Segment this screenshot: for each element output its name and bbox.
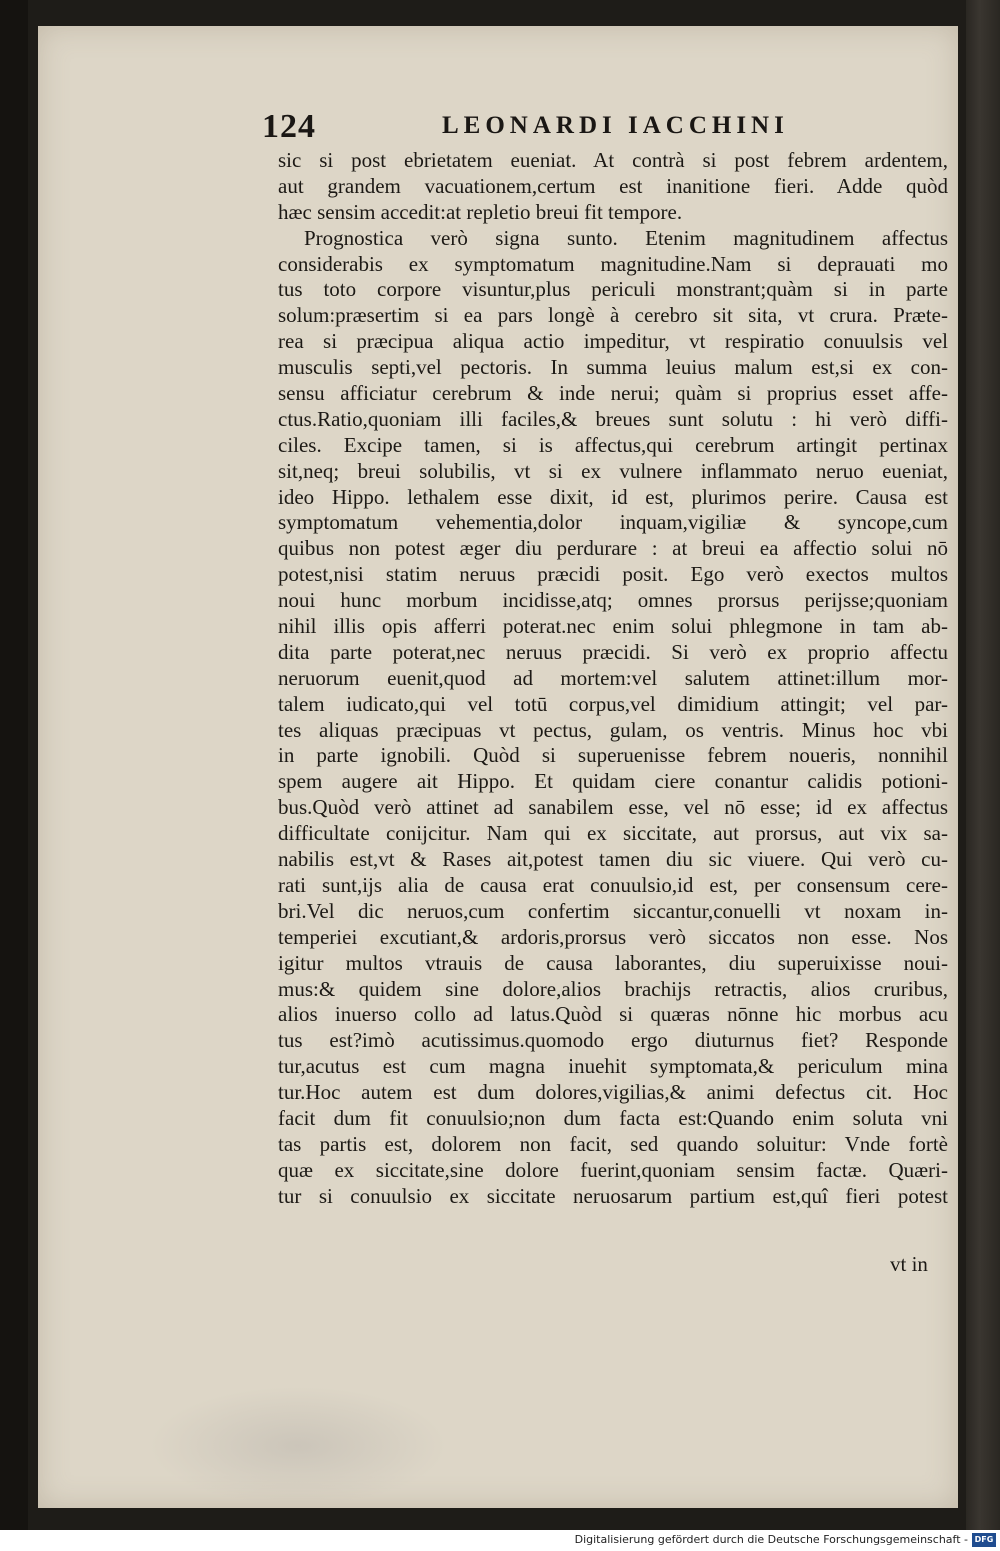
text-line: spem augere ait Hippo. Et quidam ciere conantur calidis potioni- <box>278 769 948 794</box>
text-line: symptomatum vehementia,dolor inquam,vigiliæ & syncope,cum <box>278 510 948 535</box>
funding-credit: Digitalisierung gefördert durch die Deutsche Forschungsgemeinschaft - <box>574 1533 968 1546</box>
text-line: tur si conuulsio ex siccitate neruosarum partium est,quî fieri potest <box>278 1183 948 1208</box>
text-line: tas partis est, dolorem non facit, sed quando soluitur: Vnde fortè <box>278 1131 948 1156</box>
text-line: Prognostica verò signa sunto. Etenim magnitudinem affectus <box>304 225 948 250</box>
text-line: considerabis ex symptomatum magnitudine.Nam si deprauati mo <box>278 251 948 276</box>
page-number: 124 <box>262 108 316 145</box>
text-line: neruorum euenit,quod ad mortem:vel salutem attinet:illum mor- <box>278 665 948 690</box>
text-line: rea si præcipua aliqua actio impeditur, vt respiratio conuulsis vel <box>278 329 948 354</box>
text-line: tus est?imò acutissimus.quomodo ergo diuturnus fiet? Responde <box>278 1028 948 1053</box>
text-line: mus:& quidem sine dolore,alios brachijs retractis, alios cruribus, <box>278 976 948 1001</box>
text-line: bus.Quòd verò attinet ad sanabilem esse, vel nō esse; id ex affectus <box>278 795 948 820</box>
text-line: noui hunc morbum incidisse,atq; omnes prorsus perijsse;quoniam <box>278 588 948 613</box>
text-line: ideo Hippo. lethalem esse dixit, id est, plurimos perire. Causa est <box>278 484 948 509</box>
catchword: vt in <box>890 1252 928 1276</box>
text-line: dita parte poterat,nec neruus præcidi. Si verò ex proprio affectu <box>278 639 948 664</box>
text-line: tur,acutus est cum magna inuehit symptomata,& periculum mina <box>278 1054 948 1079</box>
text-line: sic si post ebrietatem eueniat. At contrà si post febrem ardentem, <box>278 148 948 172</box>
text-line: ctus.Ratio,quoniam illi faciles,& breues sunt solutu : hi verò diffi- <box>278 406 948 431</box>
text-line: aut grandem vacuationem,certum est inanitione fieri. Adde quòd <box>278 173 948 198</box>
text-line: rati sunt,ijs alia de causa erat conuulsio,id est, per consensum cere- <box>278 872 948 897</box>
text-line: bri.Vel dic neruos,cum confertim siccantur,conuelli vt noxam in- <box>278 898 948 923</box>
text-line: temperiei excutiant,& ardoris,prorsus verò siccatos non esse. Nos <box>278 924 948 949</box>
text-line: tes aliquas præcipuas vt pectus, gulam, os ventris. Minus hoc vbi <box>278 717 948 742</box>
running-head <box>262 108 952 148</box>
text-line: nihil illis opis afferri poterat.nec enim solui phlegmone in tam ab- <box>278 614 948 639</box>
text-line: sensu afficiatur cerebrum & inde nerui; quàm si proprius esset affe- <box>278 381 948 406</box>
book-fore-edge <box>966 0 1000 1530</box>
footer-bar <box>0 1530 1000 1551</box>
text-line: tus toto corpore visuntur,plus periculi monstrant;quàm si in parte <box>278 277 948 302</box>
text-line: igitur multos vtrauis de causa laborantes, diu superuixisse noui- <box>278 950 948 975</box>
text-line: alios inuerso collo ad latus.Quòd si quæras nōnne hic morbus acu <box>278 1002 948 1027</box>
text-line: talem iudicato,qui vel totū corpus,vel dimidium attingit; vel par- <box>278 691 948 716</box>
text-line: nabilis est,vt & Rases ait,potest tamen diu sic viuere. Qui verò cu- <box>278 847 948 872</box>
text-line: ciles. Excipe tamen, si is affectus,qui cerebrum artingit pertinax <box>278 432 948 457</box>
paper-stain <box>148 1386 448 1506</box>
text-line: quibus non potest æger diu perdurare : at breui ea affectio solui nō <box>278 536 948 561</box>
text-line: tur.Hoc autem est dum dolores,vigilias,& animi defectus cit. Hoc <box>278 1080 948 1105</box>
text-line: musculis septi,vel pectoris. In summa leuius malum est,si ex con- <box>278 355 948 380</box>
text-line: sit,neq; breui solubilis, vt si ex vulnere inflammato neruo eueniat, <box>278 458 948 483</box>
text-line: difficultate conijcitur. Nam qui ex siccitate, aut prorsus, aut vix sa- <box>278 821 948 846</box>
text-line: quæ ex siccitate,sine dolore fuerint,quoniam sensim factæ. Quæri- <box>278 1157 948 1182</box>
running-head-author: LEONARDI IACCHINI <box>442 112 789 139</box>
dfg-logo: DFG <box>972 1533 996 1547</box>
facing-page-edge <box>0 0 28 1530</box>
text-line: solum:præsertim si ea pars longè à cerebro sit sita, vt crura. Præte- <box>278 303 948 328</box>
text-line: in parte ignobili. Quòd si superuenisse febrem noueris, nonnihil <box>278 743 948 768</box>
text-line: facit dum fit conuulsio;non dum facta est:Quando enim soluta vni <box>278 1105 948 1130</box>
text-line: potest,nisi statim neruus præcidi posit. Ego verò exectos multos <box>278 562 948 587</box>
text-line: hæc sensim accedit:at repletio breui fit tempore. <box>278 199 683 224</box>
body-text <box>278 148 948 1210</box>
